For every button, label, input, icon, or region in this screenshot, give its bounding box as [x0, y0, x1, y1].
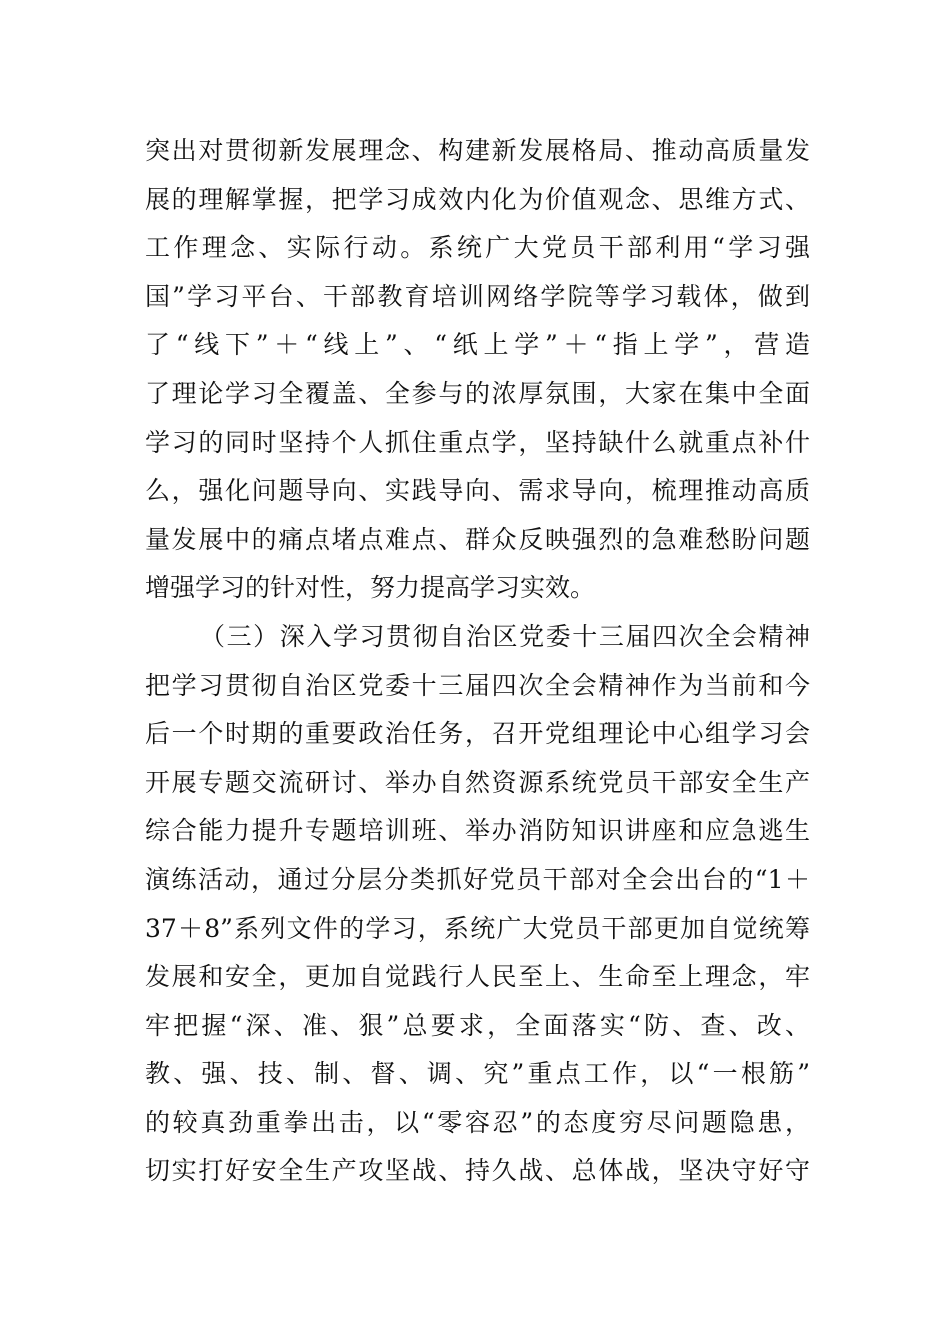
- text-line: 37＋8”系列文件的学习，系统广大党员干部更加自觉统筹: [145, 913, 810, 943]
- text-line: 了“线下”＋“线上”、“纸上学”＋“指上学”，营造: [145, 330, 810, 360]
- text-line: 开展专题交流研讨、举办自然资源系统党员干部安全生产: [145, 767, 810, 797]
- body-text: [145, 127, 810, 1196]
- text-line: 展的理解掌握，把学习成效内化为价值观念、思维方式、: [145, 184, 810, 214]
- text-line: 教、强、技、制、督、调、究”重点工作，以“一根筋”: [145, 1059, 810, 1089]
- text-line: 把学习贯彻自治区党委十三届四次全会精神作为当前和今: [145, 670, 810, 700]
- text-line: 突出对贯彻新发展理念、构建新发展格局、推动高质量发: [145, 136, 810, 165]
- text-line: 牢把握“深、准、狠”总要求，全面落实“防、查、改、: [145, 1010, 810, 1040]
- text-line: 了理论学习全覆盖、全参与的浓厚氛围，大家在集中全面: [145, 378, 810, 408]
- text-line: 综合能力提升专题培训班、举办消防知识讲座和应急逃生: [145, 816, 810, 846]
- text-line: 量发展中的痛点堵点难点、群众反映强烈的急难愁盼问题: [145, 524, 810, 554]
- text-line: 后一个时期的重要政治任务，召开党组理论中心组学习会: [145, 719, 810, 749]
- text-line: 切实打好安全生产攻坚战、持久战、总体战，坚决守好守: [145, 1156, 810, 1186]
- text-line: 国”学习平台、干部教育培训网络学院等学习载体，做到: [145, 281, 810, 311]
- text-line: 增强学习的针对性，努力提高学习实效。: [145, 573, 596, 603]
- text-line: 工作理念、实际行动。系统广大党员干部利用“学习强: [145, 233, 810, 263]
- text-line: 演练活动，通过分层分类抓好党员干部对全会出台的“1＋: [145, 864, 810, 894]
- section-heading: （三）深入学习贯彻自治区党委十三届四次全会精神: [200, 621, 810, 651]
- text-line: 么，强化问题导向、实践导向、需求导向，梳理推动高质: [145, 476, 810, 506]
- text-line: 的较真劲重拳出击，以“零容忍”的态度穷尽问题隐患，: [145, 1107, 810, 1137]
- text-line: 学习的同时坚持个人抓住重点学，坚持缺什么就重点补什: [145, 427, 810, 457]
- text-line: 发展和安全，更加自觉践行人民至上、生命至上理念，牢: [145, 962, 810, 992]
